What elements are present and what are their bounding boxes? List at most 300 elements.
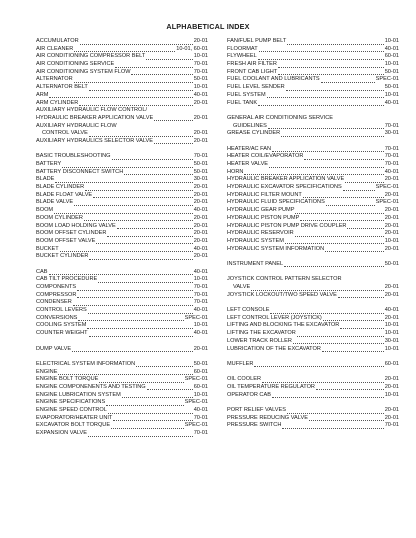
index-entry-page: 70-01 <box>193 153 208 160</box>
index-entry-page: 20-01 <box>384 383 399 390</box>
index-entry-page: 50-01 <box>193 161 208 167</box>
index-entry[interactable] <box>36 238 208 246</box>
index-entry[interactable] <box>227 422 399 430</box>
index-entry[interactable] <box>36 269 208 277</box>
dot-leader <box>74 46 175 53</box>
index-entry-page: 10-01 <box>384 38 399 44</box>
dot-leader <box>96 238 192 245</box>
index-entry[interactable] <box>36 299 208 307</box>
index-entry-page: 20-01 <box>384 191 399 198</box>
dot-leader <box>295 230 384 237</box>
index-entry-page: SPEC-01 <box>184 422 208 429</box>
dot-leader <box>251 284 383 291</box>
entry-spacer <box>36 146 208 154</box>
dot-leader <box>304 153 383 160</box>
index-entry[interactable] <box>36 292 208 300</box>
dot-leader <box>278 69 383 76</box>
index-entry-name: FUEL COOLANT AND LUBRICANTS <box>227 76 320 83</box>
dot-leader <box>322 346 384 353</box>
index-entry-page: 70-01 <box>384 145 399 152</box>
dot-leader <box>60 246 193 253</box>
entry-spacer <box>227 138 399 146</box>
index-entry-name: GENERAL AIR CONDITIONING SERVICE <box>227 114 333 121</box>
dot-leader <box>326 199 375 206</box>
index-entry-name: BOOM OFFSET VALVE <box>36 237 96 244</box>
index-entry-name: FRESH AIR FILTER <box>227 61 277 68</box>
dot-leader <box>295 207 383 214</box>
index-entry-name: JOYSTICK CONTROL PATTERN SELECTOR <box>227 276 342 283</box>
index-entry-page: 10-01 <box>384 391 399 398</box>
index-entry-name: FUEL SYSTEM <box>227 91 266 98</box>
index-entry-name: ALTERNATOR <box>36 76 73 83</box>
index-entry[interactable] <box>36 176 208 184</box>
dot-leader <box>117 223 193 230</box>
index-entry-page: 70-01 <box>384 122 399 129</box>
index-entry-page: 20-01 <box>193 222 208 229</box>
index-entry-name: ARM <box>36 91 49 98</box>
dot-leader <box>259 46 384 53</box>
index-entry-name: ENGINE <box>36 368 58 375</box>
index-entry-name: JOYSTICK LOCKOUT/TWO SPEED VALVE <box>227 291 337 298</box>
index-entry-name: LEFT CONSOLE <box>227 307 270 314</box>
index-entry[interactable] <box>36 161 208 169</box>
index-entry-page: 20-01 <box>384 207 399 214</box>
index-entry-page: 20-01 <box>384 291 399 298</box>
index-entry[interactable] <box>227 415 399 423</box>
index-column-left <box>36 38 208 438</box>
index-entry[interactable] <box>227 38 399 46</box>
entry-spacer <box>227 369 399 377</box>
index-entry[interactable] <box>36 107 208 115</box>
entry-spacer <box>227 399 399 407</box>
index-entry-page: SPEC-01 <box>375 76 399 83</box>
index-entry[interactable] <box>227 376 399 384</box>
page-title: ALPHABETICAL INDEX <box>166 22 250 31</box>
index-entry[interactable] <box>36 46 208 54</box>
index-entry[interactable] <box>227 84 399 92</box>
dot-leader <box>340 322 383 329</box>
index-entry-page: 10-01 <box>193 322 208 329</box>
index-entry[interactable] <box>36 123 208 131</box>
index-entry-page: 20-01 <box>193 38 208 44</box>
dot-leader <box>85 184 193 191</box>
index-entry[interactable] <box>227 61 399 69</box>
index-entry[interactable] <box>36 253 208 261</box>
index-entry-page: 50-01 <box>193 168 208 175</box>
dot-leader <box>89 330 193 337</box>
index-entry[interactable] <box>227 392 399 400</box>
index-entry-name: HYDRAULIC FILTER MOUNT <box>227 191 302 198</box>
dot-leader <box>345 176 383 183</box>
index-entry[interactable] <box>227 276 399 284</box>
dot-leader <box>89 130 193 137</box>
index-entry-page: 20-01 <box>193 199 208 206</box>
index-entry[interactable] <box>36 184 208 192</box>
index-entry-page: 40-01 <box>193 330 208 337</box>
index-entry-page: 40-01 <box>384 307 399 314</box>
index-entry-page: 20-01 <box>193 99 208 106</box>
index-entry-name: ELECTRICAL SYSTEM INFORMATION <box>36 360 136 367</box>
index-entry-page: 50-01 <box>384 84 399 91</box>
index-entry-page: 40-01 <box>193 91 208 98</box>
dot-leader <box>309 415 384 422</box>
dot-leader <box>87 322 192 329</box>
index-entry-name: HYDRAULIC BREAKER APPLICATION VALVE <box>36 114 154 121</box>
index-entry-name: HEATER VALVE <box>227 161 269 167</box>
index-entry[interactable] <box>36 384 208 392</box>
index-entry-page: 10-01 <box>193 53 208 60</box>
index-entry-page: 20-01 <box>193 191 208 198</box>
dot-leader <box>88 430 193 437</box>
index-entry-name: ENGINE SPECIFICATIONS <box>36 399 106 406</box>
index-entry[interactable] <box>227 246 399 254</box>
index-entry-name: OIL TEMPERATURE REGULATOR <box>227 383 315 390</box>
index-entry[interactable] <box>36 100 208 108</box>
index-entry[interactable] <box>227 184 399 192</box>
dot-leader <box>49 269 193 276</box>
index-entry[interactable] <box>227 169 399 177</box>
index-entry-page: 10-01 <box>384 322 399 329</box>
dot-leader <box>285 238 384 245</box>
dot-leader <box>269 161 384 168</box>
dot-leader <box>55 176 192 183</box>
index-entry[interactable] <box>227 69 399 77</box>
index-entry[interactable] <box>36 322 208 330</box>
index-entry-name: FRONT CAB LIGHT <box>227 68 278 75</box>
index-entry-page: 40-01 <box>384 45 399 52</box>
index-entry-name: HEATER COIL/EVAPORATOR <box>227 153 304 160</box>
index-entry[interactable] <box>36 276 208 284</box>
entry-spacer <box>227 269 399 277</box>
index-entry-name: COMPRESSOR <box>36 291 77 298</box>
index-entry-name: BOOM LOAD HOLDING VALVE <box>36 222 116 229</box>
index-entry-name: CONTROL LEVERS <box>36 307 87 314</box>
dot-leader <box>107 230 192 237</box>
dot-leader <box>286 84 384 91</box>
index-entry[interactable] <box>227 261 399 269</box>
index-entry-name: BATTERY <box>36 161 62 167</box>
index-entry[interactable] <box>227 330 399 338</box>
index-entry-page: 40-01 <box>193 307 208 314</box>
index-entry[interactable] <box>36 130 208 138</box>
index-entry[interactable] <box>227 100 399 108</box>
dot-leader <box>58 369 192 376</box>
dot-leader <box>278 61 384 68</box>
dot-leader <box>79 100 192 107</box>
dot-leader <box>287 407 384 414</box>
dot-leader <box>77 284 193 291</box>
dot-leader <box>297 330 384 337</box>
index-entry-name: ENGINE SPEED CONTROL <box>36 407 107 413</box>
index-entry-page: 70-01 <box>193 68 208 75</box>
dot-leader <box>254 361 383 368</box>
index-entry[interactable] <box>36 153 208 161</box>
index-entry-name: PRESSURE REDUCING VALVE <box>227 414 308 421</box>
index-entry[interactable] <box>227 238 399 246</box>
index-entry[interactable] <box>36 115 208 123</box>
entry-spacer <box>227 299 399 307</box>
index-entry[interactable] <box>36 392 208 400</box>
dot-leader <box>80 38 193 45</box>
index-entry-name: FLYWHEEL <box>227 53 257 60</box>
index-entry-name: AIR CONDITIONING COMPRESSOR BELT <box>36 53 146 60</box>
index-entry-name: AIR CLEANER <box>36 45 74 52</box>
dot-leader <box>321 76 375 83</box>
dot-leader <box>122 392 193 399</box>
index-entry-page: 20-01 <box>193 184 208 191</box>
index-entry-page: 50-01 <box>193 360 208 367</box>
dot-leader <box>111 422 184 429</box>
index-entry[interactable] <box>227 346 399 354</box>
index-entry-page: 40-01 <box>193 207 208 214</box>
index-entry[interactable] <box>227 176 399 184</box>
index-entry-page: 20-01 <box>384 214 399 221</box>
index-entry-name: FUEL LEVEL SENDER <box>227 84 285 91</box>
index-entry-name: LIFTING THE EXCAVATOR <box>227 330 296 337</box>
index-entry[interactable] <box>227 192 399 200</box>
index-entry[interactable] <box>227 92 399 100</box>
dot-leader <box>154 115 192 122</box>
index-entry-name: GUIDELINES <box>233 122 267 129</box>
index-entry-page: 40-01 <box>193 245 208 252</box>
index-entry[interactable] <box>36 53 208 61</box>
index-entry-page: 30-01 <box>193 176 208 183</box>
index-entry[interactable] <box>227 53 399 61</box>
dot-leader <box>272 392 384 399</box>
index-entry[interactable] <box>227 315 399 323</box>
index-entry-name: LEFT CONTROL LEVER (JOYSTICK) <box>227 314 322 321</box>
dot-leader <box>74 199 193 206</box>
index-entry-name: EXPANSION VALVE <box>36 430 87 437</box>
index-entry[interactable] <box>36 61 208 69</box>
index-entry[interactable] <box>36 223 208 231</box>
index-entry-page: 20-01 <box>193 237 208 244</box>
index-entry-page: 10-01 <box>384 330 399 337</box>
index-entry-name: CAB <box>36 268 48 275</box>
index-entry-name: BUCKET <box>36 245 59 252</box>
index-entry[interactable] <box>36 430 208 438</box>
dot-leader <box>49 92 192 99</box>
index-entry-name: OPERATOR CAB <box>227 391 271 398</box>
index-entry-name: ENGINE COMPONENENTS AND TESTING <box>36 383 146 390</box>
index-column-right <box>227 38 399 430</box>
dot-leader <box>89 253 192 260</box>
index-entry[interactable] <box>36 369 208 377</box>
index-entry[interactable] <box>36 407 208 415</box>
index-entry-page: 70-01 <box>193 299 208 306</box>
index-entry[interactable] <box>36 76 208 84</box>
index-entry[interactable] <box>36 92 208 100</box>
index-entry-name: MUFFLER <box>227 360 254 367</box>
index-entry[interactable] <box>227 123 399 131</box>
index-entry-page: 60-01 <box>193 383 208 390</box>
index-entry[interactable] <box>36 246 208 254</box>
dot-leader <box>316 384 384 391</box>
dot-leader <box>93 192 193 199</box>
index-entry-page: 20-01 <box>193 114 208 121</box>
index-entry-name: BLADE VALVE <box>36 199 74 206</box>
index-entry-page: 20-01 <box>384 222 399 229</box>
index-entry[interactable] <box>227 223 399 231</box>
index-entry[interactable] <box>227 307 399 315</box>
index-entry-page: 40-01 <box>193 407 208 413</box>
index-entry[interactable] <box>36 284 208 292</box>
index-entry-page: 70-01 <box>193 430 208 437</box>
index-entry[interactable] <box>227 407 399 415</box>
index-entry[interactable] <box>36 38 208 46</box>
dot-leader <box>147 384 193 391</box>
index-entry[interactable] <box>227 230 399 238</box>
index-entry-name: BLADE <box>36 176 55 183</box>
index-entry-name: HYDRAULIC PISTON PUMP <box>227 214 300 221</box>
dot-leader <box>154 138 193 145</box>
index-entry[interactable] <box>36 307 208 315</box>
index-entry[interactable] <box>227 161 399 169</box>
index-entry[interactable] <box>36 207 208 215</box>
index-entry-name: HORN <box>227 168 244 175</box>
index-entry-name: INSTRUMENT PANEL <box>227 260 284 267</box>
index-entry[interactable] <box>36 84 208 92</box>
index-entry[interactable] <box>36 315 208 323</box>
dot-leader <box>73 299 193 306</box>
index-entry[interactable] <box>227 46 399 54</box>
index-entry-name: COMPONENTS <box>36 284 77 290</box>
dot-leader <box>88 307 193 314</box>
index-entry[interactable] <box>227 199 399 207</box>
dot-leader <box>89 84 193 91</box>
index-entry-name: CONVERSIONS <box>36 314 78 321</box>
index-entry-name: CAB TILT PROCEDURE <box>36 276 98 283</box>
index-entry-name: COOLING SYSTEM <box>36 322 87 329</box>
index-entry[interactable] <box>227 115 399 123</box>
index-entry[interactable] <box>36 169 208 177</box>
index-entry-page: 30-01 <box>384 337 399 344</box>
index-entry-name: PRESSURE SWITCH <box>227 422 282 429</box>
dot-leader <box>347 223 383 230</box>
index-entry-name: CONDENSER <box>36 299 72 306</box>
index-entry[interactable] <box>227 76 399 84</box>
index-entry[interactable] <box>227 146 399 154</box>
index-entry[interactable] <box>36 422 208 430</box>
index-entry-page: 20-01 <box>193 137 208 144</box>
index-entry-page: SPEC-01 <box>375 199 399 206</box>
index-entry[interactable] <box>36 376 208 384</box>
index-entry-page: 60-01 <box>384 53 399 60</box>
index-entry-page: 50-01 <box>193 76 208 83</box>
index-entry[interactable] <box>227 322 399 330</box>
index-entry[interactable] <box>36 215 208 223</box>
index-entry[interactable] <box>36 199 208 207</box>
index-entry-page: 20-01 <box>193 130 208 137</box>
index-entry[interactable] <box>36 69 208 77</box>
index-entry-name: ALTERNATOR BELT <box>36 84 88 91</box>
index-entry-page: 10-01 <box>193 391 208 398</box>
index-entry[interactable] <box>227 292 399 300</box>
index-entry-name: BLADE CYLINDER <box>36 184 85 191</box>
index-entry[interactable] <box>36 399 208 407</box>
dot-leader <box>244 169 383 176</box>
index-entry-name: AUXILIARY HYDRAULICS SELECTOR VALVE <box>36 137 153 144</box>
dot-leader <box>303 192 384 199</box>
index-entry[interactable] <box>227 384 399 392</box>
index-entry-name: HYDRAULIC RESERVOIR <box>227 230 294 237</box>
index-entry[interactable] <box>36 415 208 423</box>
index-entry-page: 20-01 <box>384 376 399 383</box>
index-entry-name: AIR CONDITIONING SYSTEM FLOW <box>36 68 131 75</box>
index-entry-page: 40-01 <box>193 268 208 275</box>
dot-leader <box>113 415 192 422</box>
index-entry-page: 20-01 <box>384 230 399 237</box>
index-entry[interactable] <box>36 330 208 338</box>
index-entry-name: ENGINE LUBRICATION SYSTEM <box>36 391 121 398</box>
index-entry[interactable] <box>36 361 208 369</box>
index-entry[interactable] <box>227 215 399 223</box>
dot-leader <box>84 215 193 222</box>
dot-leader <box>258 100 384 107</box>
index-entry-page: 70-01 <box>193 61 208 68</box>
index-entry[interactable] <box>36 192 208 200</box>
dot-leader <box>99 376 183 383</box>
index-entry-name: BUCKET CYLINDER <box>36 253 89 260</box>
index-entry-name: LOWER TRACK ROLLER <box>227 337 292 344</box>
dot-leader <box>284 261 384 268</box>
dot-leader <box>54 207 193 214</box>
index-entry-page: 70-01 <box>193 414 208 421</box>
index-entry-name: VALVE <box>233 284 251 290</box>
entry-spacer <box>36 338 208 346</box>
dot-leader <box>258 53 384 60</box>
dot-leader <box>74 76 193 83</box>
dot-leader <box>268 123 384 130</box>
index-entry[interactable] <box>36 346 208 354</box>
index-entry-name: EVAPORATOR/HEATER UNIT <box>36 414 113 421</box>
index-entry-page: 70-01 <box>384 153 399 160</box>
index-entry-name: LUBRICATION OF THE EXCAVATOR <box>227 345 321 352</box>
index-entry[interactable] <box>36 138 208 146</box>
index-entry[interactable] <box>227 130 399 138</box>
index-entry-page: 60-01 <box>193 368 208 375</box>
dot-leader <box>300 215 383 222</box>
index-entry-page: SPEC-01 <box>375 184 399 191</box>
dot-leader <box>281 130 384 137</box>
index-entry-page: 20-01 <box>384 407 399 413</box>
dot-leader <box>136 361 193 368</box>
index-entry-page: SPEC-01 <box>184 376 208 383</box>
index-entry-page: 40-01 <box>384 168 399 175</box>
index-entry[interactable] <box>227 284 399 292</box>
index-entry-page: 50-01 <box>384 68 399 75</box>
index-entry[interactable] <box>227 361 399 369</box>
dot-leader <box>131 69 192 76</box>
index-entry-name: BASIC TROUBLESHOOTING <box>36 153 111 160</box>
dot-leader <box>272 146 384 153</box>
index-entry-page: 20-01 <box>384 176 399 183</box>
index-entry-name: FAN/FUEL PUMP BELT <box>227 38 287 44</box>
index-entry[interactable] <box>227 153 399 161</box>
index-entry-page: 20-01 <box>384 245 399 252</box>
index-entry-page: SPEC-01 <box>184 314 208 321</box>
index-entry-name: BATTERY DISCONNECT SWITCH <box>36 168 124 175</box>
index-entry-page: 70-01 <box>193 284 208 290</box>
index-entry-name: HYDRAULIC PISTON PUMP DRIVE COUPLER <box>227 222 347 229</box>
entry-spacer <box>227 353 399 361</box>
index-entry[interactable] <box>227 338 399 346</box>
index-entry[interactable] <box>227 207 399 215</box>
index-entry-page: 20-01 <box>384 284 399 290</box>
index-entry[interactable] <box>36 230 208 238</box>
index-entry-name: LIFTING AND BLOCKING THE EXCAVATOR <box>227 322 340 329</box>
index-entry-page: SPEC-01 <box>184 399 208 406</box>
